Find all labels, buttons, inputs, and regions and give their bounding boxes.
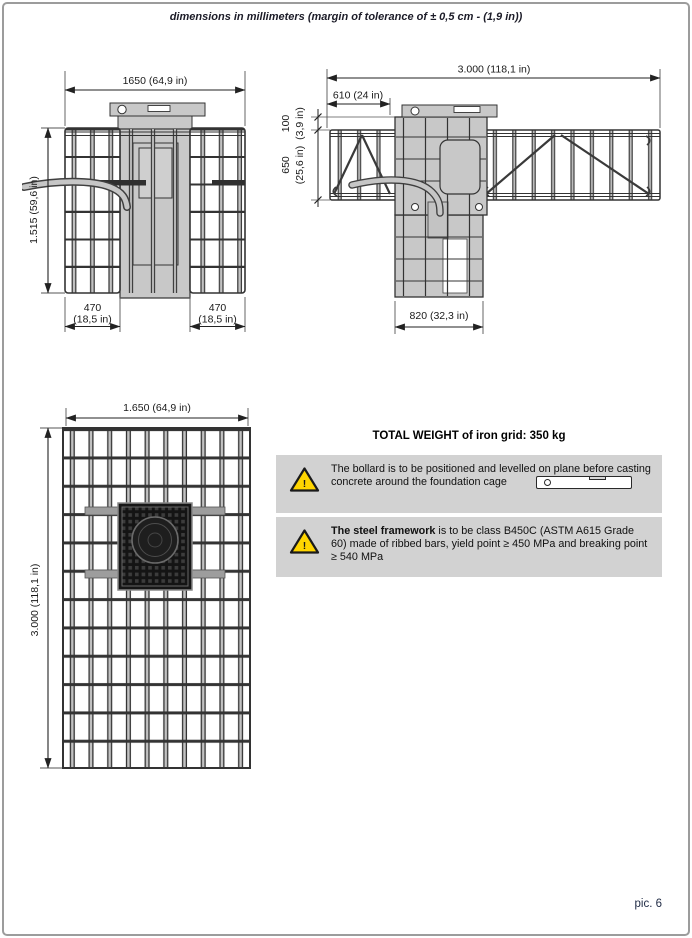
dim-side-base [395, 301, 483, 334]
spirit-level-icon [536, 476, 632, 489]
foundation-grid-plan [63, 428, 250, 768]
dim-label-wing-left-mm: 470 [83, 302, 102, 314]
warning-triangle-icon [289, 466, 320, 493]
dim-label-front-width: 1650 (64,9 in) [122, 75, 188, 87]
bollard-side [395, 105, 497, 297]
warning-text-lead: The steel framework [331, 525, 436, 537]
dim-label-plan-width: 1.650 (64,9 in) [123, 402, 191, 414]
level-bubble-icon [118, 105, 126, 113]
dim-front-height [28, 128, 65, 293]
warning-box-steel [276, 517, 662, 577]
dim-label-plan-length: 3.000 (118,1 in) [29, 563, 41, 637]
level-bubble-icon [411, 107, 419, 115]
dim-plan-width [66, 402, 248, 426]
dim-label-front-height: 1.515 (59,6 in) [28, 176, 40, 244]
dim-side-offset [327, 90, 390, 116]
rebar-bar [212, 180, 245, 186]
dim-label-wing-right-mm: 470 [208, 302, 227, 314]
dim-label-side-base: 820 (32,3 in) [409, 310, 469, 322]
warning-text-positioning [331, 463, 652, 489]
warning-text-steel [331, 525, 652, 564]
warning-triangle-icon [289, 528, 320, 555]
dim-front-wing-left [65, 297, 120, 332]
dim-label-depth-in: (25,6 in) [294, 145, 306, 185]
dim-label-wing-left-in: (18,5 in) [73, 313, 112, 326]
dim-label-side-offset: 610 (24 in) [332, 89, 384, 102]
warning-text: The bollard is to be positioned and levelled on plane before casting concrete around the foundation cage [331, 463, 651, 488]
dim-front-wing-right [190, 297, 245, 332]
plan-view-drawing [28, 393, 308, 778]
dim-label-side-total: 3.000 (118,1 in) [457, 63, 531, 76]
dim-label-wing-right-in: (18,5 in) [198, 313, 237, 326]
dim-label-depth-mm: 650 [280, 156, 292, 174]
warning-text: is to be class B450C (ASTM A615 Grade 60) made of ribbed bars, yield point ≥ 450 MPa and breaking point ≥ 540 MPa [331, 525, 648, 563]
dim-plan-length [29, 428, 63, 768]
tolerance-note: dimensions in millimeters (margin of tolerance of ± 0,5 cm - (1,9 in)) [169, 11, 523, 23]
dim-label-plate-in: (3,9 in) [294, 107, 306, 140]
picture-caption: pic. 6 [634, 898, 662, 910]
total-weight-note: TOTAL WEIGHT of iron grid: 350 kg [372, 430, 566, 442]
warning-exclamation: ! [302, 478, 307, 490]
dim-label-plate-mm: 100 [280, 114, 292, 133]
spirit-level-notch [589, 476, 606, 481]
foundation-beam-side [330, 130, 660, 200]
side-elevation-drawing [278, 55, 678, 350]
front-elevation-drawing [22, 55, 282, 345]
warning-exclamation: ! [302, 540, 307, 552]
foundation-cage-front [65, 128, 245, 293]
warning-box-positioning [276, 455, 662, 513]
spirit-level-bubble [544, 479, 551, 486]
